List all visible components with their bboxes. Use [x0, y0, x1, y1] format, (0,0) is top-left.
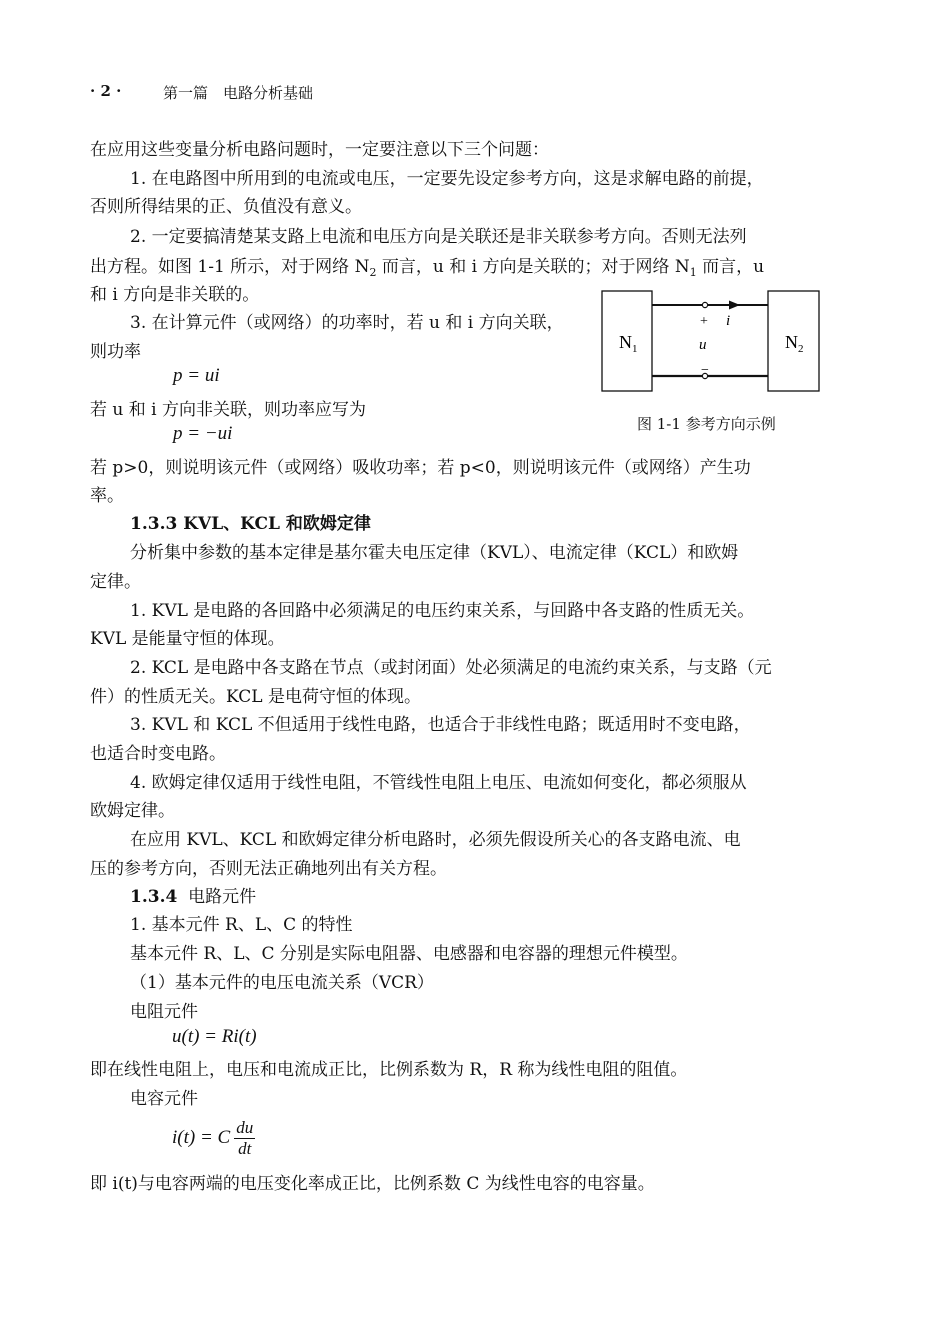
text-line: 即 i(t)与电容两端的电压变化率成正比，比例系数 C 为线性电容的电容量。	[90, 1174, 655, 1194]
text-line: 2. KCL 是电路中各支路在节点（或封闭面）处必须满足的电流约束关系，与支路（元	[130, 658, 772, 678]
fraction-denominator: dt	[238, 1139, 252, 1158]
text-line: 若 u 和 i 方向非关联，则功率应写为	[90, 400, 367, 420]
minus-sign: −	[701, 363, 709, 378]
text-line: 电容元件	[130, 1089, 198, 1109]
text-line: 3. KVL 和 KCL 不但适用于线性电路，也适合于非线性电路；既适用时不变电路，	[130, 715, 751, 735]
derivative-fraction	[234, 1118, 255, 1159]
equation-ohm: u(t) = Ri(t)	[172, 1026, 257, 1047]
n1-label: $N_1$	[619, 332, 638, 355]
equation-lhs: i(t) = C	[172, 1126, 231, 1148]
text-line: 即在线性电阻上，电压和电流成正比，比例系数为 R，R 称为线性电阻的阻值。	[90, 1060, 688, 1080]
text-line: 定律。	[90, 572, 141, 592]
equation-capacitor	[172, 1118, 255, 1159]
text-line: 也适合时变电路。	[90, 744, 226, 764]
subscript: 2	[369, 266, 377, 279]
subscript: 1	[689, 266, 697, 279]
equation-power-negative: p = −ui	[173, 423, 233, 444]
text-line: 电阻元件	[130, 1002, 198, 1022]
section-heading	[130, 885, 870, 909]
text-line: 2. 一定要搞清楚某支路上电流和电压方向是关联还是非关联参考方向。否则无法列	[130, 227, 747, 247]
section-title: 电路元件	[188, 887, 257, 907]
text-line: 欧姆定律。	[90, 801, 175, 821]
text-line: 若 p>0，则说明该元件（或网络）吸收功率；若 p<0，则说明该元件（或网络）产生功	[90, 458, 751, 478]
text-line: 和 i 方向是非关联的。	[90, 285, 260, 305]
fraction-numerator: du	[236, 1118, 254, 1137]
page-number: · 2 ·	[90, 82, 122, 100]
n2-label: $N_2$	[785, 332, 804, 355]
text-line: 件）的性质无关。KCL 是电荷守恒的体现。	[90, 687, 421, 707]
current-arrow-icon	[729, 301, 740, 310]
text-span: 而言，u	[696, 257, 765, 277]
text-line: 分析集中参数的基本定律是基尔霍夫电压定律（KVL）、电流定律（KCL）和欧姆	[130, 543, 739, 563]
text-line: 率。	[90, 486, 124, 506]
text-line: KVL 是能量守恒的体现。	[90, 629, 285, 649]
text-line: 压的参考方向，否则无法正确地列出有关方程。	[90, 859, 447, 879]
plus-sign: +	[700, 314, 708, 329]
text-line: 1. KVL 是电路的各回路中必须满足的电压约束关系，与回路中各支路的性质无关。	[130, 601, 755, 621]
running-title: 第一篇 电路分析基础	[163, 84, 314, 102]
terminal-top	[702, 302, 707, 307]
text-line: 1. 在电路图中所用到的电流或电压，一定要先设定参考方向，这是求解电路的前提，	[130, 169, 764, 189]
section-number: 1.3.4	[130, 887, 178, 907]
text-span: 出方程。如图 1-1 所示，对于网络 N	[90, 257, 370, 277]
text-line: 3. 在计算元件（或网络）的功率时，若 u 和 i 方向关联，	[130, 313, 564, 333]
text-line: 1. 基本元件 R、L、C 的特性	[130, 915, 353, 935]
text-line: （1）基本元件的电压电流关系（VCR）	[130, 973, 434, 993]
figure-caption: 图 1-1 参考方向示例	[637, 415, 776, 433]
text-line: 否则所得结果的正、负值没有意义。	[90, 197, 362, 217]
text-line	[90, 255, 830, 281]
section-heading: 1.3.3 KVL、KCL 和欧姆定律	[130, 514, 371, 534]
equation-power: p = ui	[173, 365, 220, 386]
text-line: 则功率	[90, 342, 141, 362]
voltage-label: u	[699, 337, 707, 353]
text-span: 而言，u 和 i 方向是关联的；对于网络 N	[376, 257, 690, 277]
text-line: 在应用 KVL、KCL 和欧姆定律分析电路时，必须先假设所关心的各支路电流、电	[130, 830, 741, 850]
text-line: 在应用这些变量分析电路问题时，一定要注意以下三个问题：	[90, 140, 549, 160]
text-line: 4. 欧姆定律仅适用于线性电阻，不管线性电阻上电压、电流如何变化，都必须服从	[130, 773, 747, 793]
text-line: 基本元件 R、L、C 分别是实际电阻器、电感器和电容器的理想元件模型。	[130, 944, 688, 964]
current-label: i	[726, 313, 731, 329]
circuit-diagram	[595, 285, 830, 400]
